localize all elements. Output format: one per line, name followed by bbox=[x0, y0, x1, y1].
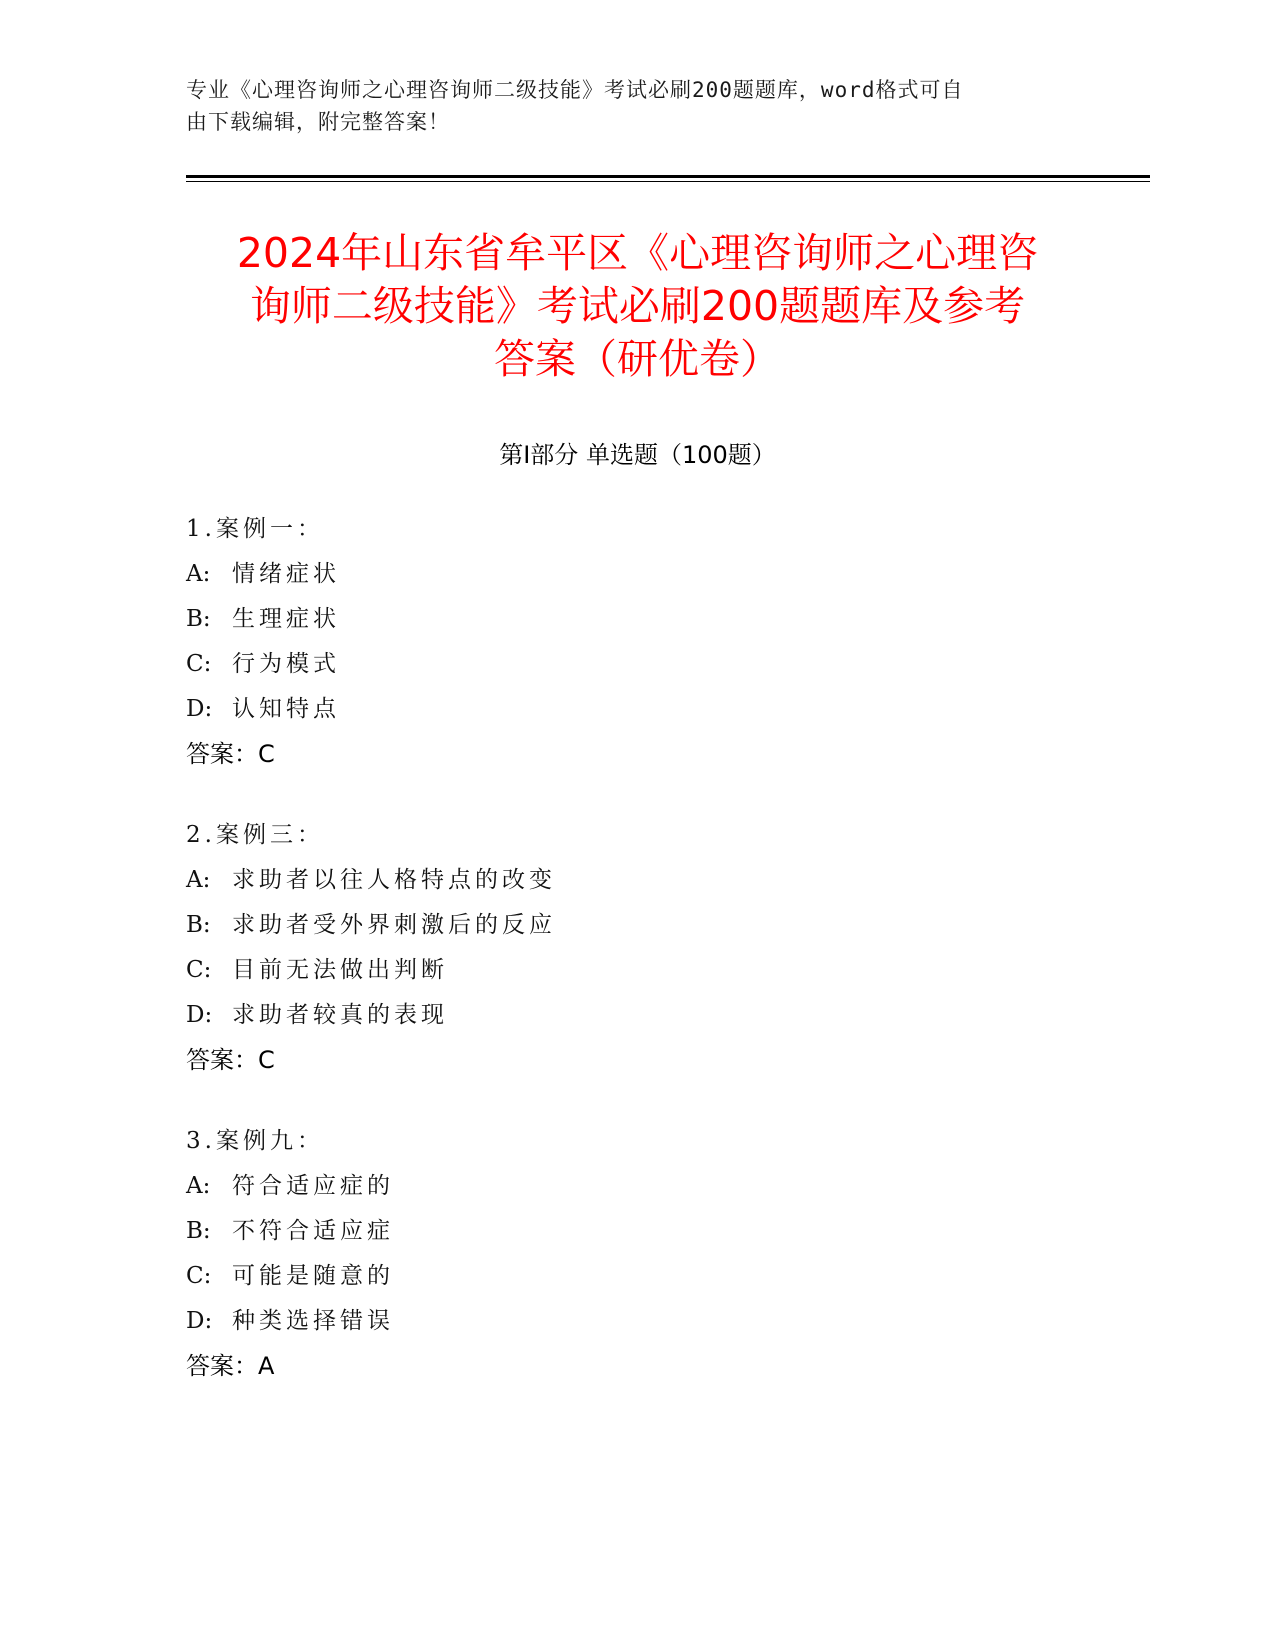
option-text: 情绪症状 bbox=[232, 561, 340, 587]
option-text: 认知特点 bbox=[232, 696, 340, 722]
header-note-line-1: 专业《心理咨询师之心理咨询师二级技能》考试必刷200题题库，word格式可自 bbox=[186, 78, 964, 102]
option-c bbox=[186, 642, 1086, 687]
answer: 答案：C bbox=[186, 1046, 275, 1074]
option-d bbox=[186, 993, 1086, 1038]
header-note-line-2: 由下载编辑，附完整答案！ bbox=[186, 110, 450, 134]
answer: 答案：A bbox=[186, 1352, 275, 1380]
document-title bbox=[150, 227, 1125, 386]
option-text: 求助者以往人格特点的改变 bbox=[232, 867, 556, 893]
option-text: 生理症状 bbox=[232, 606, 340, 632]
option-d bbox=[186, 1299, 1086, 1344]
option-text: 不符合适应症 bbox=[232, 1218, 394, 1244]
option-text: 求助者受外界刺激后的反应 bbox=[232, 912, 556, 938]
option-letter: B: bbox=[186, 606, 211, 632]
option-b bbox=[186, 597, 1086, 642]
option-c bbox=[186, 1254, 1086, 1299]
option-text: 符合适应症的 bbox=[232, 1173, 394, 1199]
option-letter: D: bbox=[186, 696, 213, 722]
option-b bbox=[186, 1209, 1086, 1254]
header-note bbox=[186, 74, 1066, 138]
header-divider-thin bbox=[186, 181, 1150, 182]
question-stem: 1.案例一： bbox=[186, 516, 324, 542]
document-title-line-1: 2024年山东省牟平区《心理咨询师之心理咨 bbox=[236, 229, 1039, 277]
question-stem: 2.案例三： bbox=[186, 822, 324, 848]
option-c bbox=[186, 948, 1086, 993]
option-letter: C: bbox=[186, 651, 212, 677]
option-d bbox=[186, 687, 1086, 732]
section-title: 第Ⅰ部分 单选题（100题） bbox=[499, 441, 776, 469]
option-letter: C: bbox=[186, 1263, 212, 1289]
question-1 bbox=[186, 507, 1086, 777]
document-title-line-3: 答案（研优卷） bbox=[494, 335, 781, 383]
option-a bbox=[186, 1164, 1086, 1209]
answer: 答案：C bbox=[186, 740, 275, 768]
option-letter: A: bbox=[186, 867, 211, 893]
option-text: 目前无法做出判断 bbox=[232, 957, 448, 983]
option-text: 行为模式 bbox=[232, 651, 340, 677]
option-text: 可能是随意的 bbox=[232, 1263, 394, 1289]
option-letter: D: bbox=[186, 1002, 213, 1028]
question-stem: 3.案例九： bbox=[186, 1128, 324, 1154]
option-text: 种类选择错误 bbox=[232, 1308, 394, 1334]
option-b bbox=[186, 903, 1086, 948]
option-letter: A: bbox=[186, 561, 211, 587]
header-divider-thick bbox=[186, 175, 1150, 178]
option-letter: D: bbox=[186, 1308, 213, 1334]
option-letter: B: bbox=[186, 912, 211, 938]
question-3 bbox=[186, 1119, 1086, 1389]
option-a bbox=[186, 552, 1086, 597]
question-2 bbox=[186, 813, 1086, 1083]
option-letter: C: bbox=[186, 957, 212, 983]
option-a bbox=[186, 858, 1086, 903]
option-text: 求助者较真的表现 bbox=[232, 1002, 448, 1028]
option-letter: B: bbox=[186, 1218, 211, 1244]
option-letter: A: bbox=[186, 1173, 211, 1199]
document-title-line-2: 询师二级技能》考试必刷200题题库及参考 bbox=[249, 282, 1026, 330]
